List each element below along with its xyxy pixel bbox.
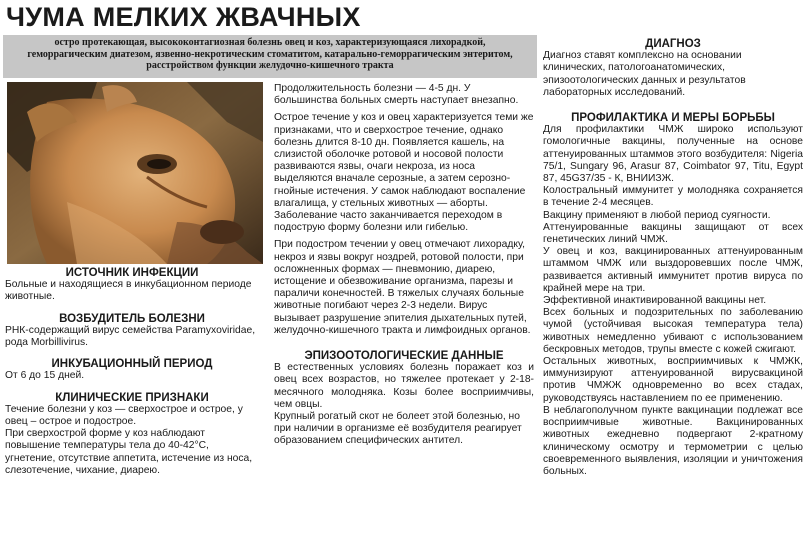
goat-illustration <box>7 82 263 264</box>
text-outbreak-measures: В неблагополучном пункте вакцинации подлежат все восприимчивые животные. Вакцинированных животных ежедневно подвергают 2-кратному клиническому осмотру и термометрии с целью своевременного выявления, изоляции и уничтожения больных. <box>543 404 803 477</box>
text-acute-course: Острое течение у коз и овец характеризуется теми же признаками, что и сверхострое течение, однако болезнь длится 8-10 дн. Появляется кашель, на слизистой оболочке ротовой и носовой полости развиваются язвы, очаги некроза, из носа выделяются вначале серозные, а затем серозно-гнойные истечения. У самок наблюдают воспаление влагалища, у стельных животных — аборты. Заболевание часто заканчивается переходом в подострую форму болезни или гибелью. <box>274 112 534 234</box>
column-left <box>5 267 259 477</box>
text-pathogen: РНК-содержащий вирус семейства Paramyxoviridae, рода Morbillivirus. <box>5 324 256 349</box>
definition-line-1: остро протекающая, высококонтагиозная болезнь овец и коз, характеризующаяся лихорадкой, <box>54 37 486 48</box>
text-culling: Всех больных и подозрительных по заболеванию чумой (устойчивая высокая температура тела) животных немедленно убивают с использованием бескровных методов, трупы вместе с кожей сжигают. <box>543 307 803 355</box>
definition-line-3: расстройством функции желудочно-кишечного тракта <box>146 60 394 71</box>
text-no-inactivated: Эффективной инактивированной вакцины нет. <box>543 295 767 307</box>
heading-pathogen: ВОЗБУДИТЕЛЬ БОЛЕЗНИ <box>59 312 205 325</box>
text-immunization: Остальных животных, восприимчивых к ЧМЖК, иммунизируют аттенуированной вирусвакциной против ЧМЖЖ одновременно во всех стадах, руководствуясь наставлением по ее применению. <box>543 356 803 404</box>
text-active-immunity: У овец и коз, вакцинированных аттенуированным штаммом ЧМЖ или выздоровевших после ЧМЖ, развивается активный иммунитет против вируса по крайней мере на три. <box>543 246 803 294</box>
heading-clinical-signs: КЛИНИЧЕСКИЕ ПРИЗНАКИ <box>55 391 209 404</box>
heading-epizootology: ЭПИЗООТОЛОГИЧЕСКИЕ ДАННЫЕ <box>304 350 504 363</box>
text-diagnosis: Диагноз ставят комплексно на основании клинических, патологоанатомических, эпизоотологических данных и результатов лабораторных исследований. <box>543 50 746 98</box>
text-duration: Продолжительность болезни — 4-5 дн. У большинства больных смерть наступает внезапно. <box>274 83 519 107</box>
text-subacute-course: При подостром течении у овец отмечают лихорадку, некроз и язвы вокруг ноздрей, ротовой полости, при осложненных формах — пневмонию, диарею, истощение и обезвоживание организма, парезы и параличи конечностей. В тяжелых случаях больные животные погибают через 2-3 недели. Вирус вызывает разрушение эпителия дыхательных путей, желудочно-кишечного тракта и лимфоидных органов. <box>274 239 531 336</box>
text-epizootology-1: В естественных условиях болезнь поражает коз и овец всех возрастов, но тяжелее протекает у 2-18-месячного молодняка. Козы более восприимчивы, чем овцы. <box>274 362 534 410</box>
text-clinical-hyperacute: При сверхострой форме у коз наблюдают повышение температуры тела до 40-42°С, угнетение, отсутствие аппетита, истечение из носа, слезотечение, чихание, диарею. <box>5 428 253 476</box>
page-title: ЧУМА МЕЛКИХ ЖВАЧНЫХ <box>6 2 361 32</box>
text-incubation: От 6 до 15 дней. <box>5 370 85 382</box>
heading-prevention: ПРОФИЛАКТИКА И МЕРЫ БОРЬБЫ <box>571 112 775 125</box>
text-infection-source: Больные и находящиеся в инкубационном периоде животные. <box>5 279 252 303</box>
heading-diagnosis: ДИАГНОЗ <box>645 38 701 50</box>
text-vaccine-timing: Вакцину применяют в любой период суягности. <box>543 209 771 221</box>
definition-line-2: геморрагическим диатезом, язвенно-некротическим стоматитом, катарально-геморрагическим энтеритом, <box>27 48 513 60</box>
heading-infection-source: ИСТОЧНИК ИНФЕКЦИИ <box>65 267 199 279</box>
text-prevention-vaccines: Для профилактики ЧМЖ широко используют гомологичные вакцины, полученные на основе аттенуированных штаммов этого возбудителя: Nigeria 75/1, Sungary 96, Arasur 87, Coimbator 97, Titu, Egypt 87, 45G37/35 - К, ВНИИЗЖ. <box>543 124 803 185</box>
column-right <box>543 38 803 478</box>
text-clinical-course: Течение болезни у коз — сверхострое и острое, у овец – острое и подострое. <box>5 403 243 428</box>
column-middle <box>274 83 534 448</box>
heading-incubation: ИНКУБАЦИОННЫЙ ПЕРИОД <box>51 358 213 371</box>
text-epizootology-2: Крупный рогатый скот не болеет этой болезнью, но при наличии в организме её возбудителя реагирует образованием специфических антител. <box>274 411 522 447</box>
goat-photo <box>7 82 263 264</box>
text-colostral-immunity: Колостральный иммунитет у молодняка сохраняется в течение 2-4 месяцев. <box>543 185 803 209</box>
text-attenuated-vaccines: Аттенуированные вакцины защищают от всех генетических линий ЧМЖ. <box>543 221 803 246</box>
definition-banner <box>3 35 537 78</box>
